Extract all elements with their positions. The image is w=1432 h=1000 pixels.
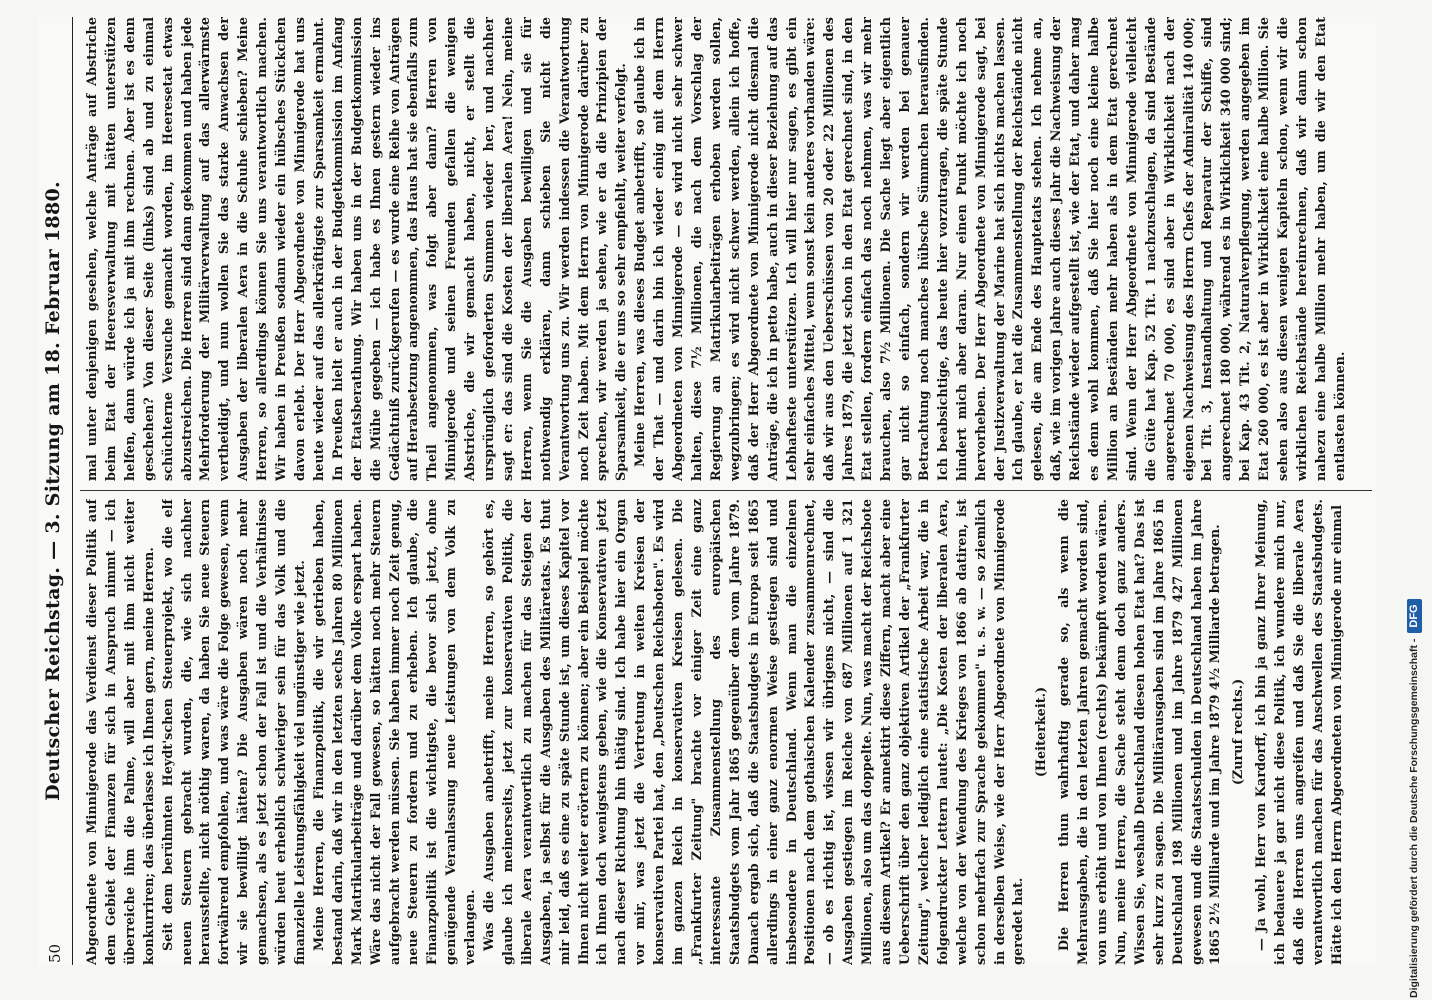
- paragraph: mal unter denjenigen gesehen, welche Anträge auf Abstriche beim Etat der Heeresverwaltung mit hätten unterstützen helfen, dann würde ich ja mit ihm rechnen. Aber ist es denn geschehen? Von dieser Seite (links) sind ab und zu einmal schüchterne Versuche gemacht worden, im Heeresetat etwas abzustreichen. Die Herren sind dann gekommen und haben jede Mehrforderung der Militärverwaltung auf das allerwärmste vertheidigt, und nun wollen Sie das starke Anwachsen der Ausgaben der liberalen Aera in die Schuhe schieben? Meine Herren, so allerdings können Sie uns verantwortlich machen. Wir haben in Preußen sodann wieder ein hübsches Stückchen davon erlebt. Der Herr Abgeordnete von Minnigerode hat uns heute wieder auf das allerkräftigste zur Sparsamkeit ermahnt. In Preußen hielt er auch in der Budgetkommission im Anfang der Etatsberathung. Wir haben uns in der Budgetkommission die Mühe gegeben — ich habe es Ihnen gestern wieder ins Gedächtniß zurückgerufen — es wurde eine Reihe von Anträgen auf Herabsetzung angenommen, das Haus hat sie ebenfalls zum Theil angenommen, was folgt aber dann? Herren von Minnigerode und seinen Freunden gefallen die wenigen Abstriche, die wir gemacht haben, nicht, er stellt die ursprünglich geforderten Summen wieder her, und nachher sagt er: das sind die Kosten der liberalen Aera! Nein, meine Herren, wenn Sie die Ausgaben bewilligen und sie für nothwendig erklären, dann schieben Sie nicht die Verantwortung uns zu. Wir werden indessen die Verantwortung noch Zeit haben. Mit dem Herrn von Minnigerode darüber zu sprechen, wir werden ja sehen, wie er da die Prinzipien der Sparsamkeit, die er uns so sehr empfiehlt, weiter verfolgt.: [85, 17, 630, 481]
- left-column: [84, 499, 1370, 965]
- running-head: Deutscher Reichstag. — 3. Sitzung am 18. Februar 1880.: [42, 181, 64, 801]
- dfg-logo: DFG: [1407, 599, 1422, 632]
- paragraph: Abgeordnete von Minnigerode das Verdienst dieser Politik auf dem Gebiet der Finanzen für sich in Anspruch nimmt — ich überreiche ihm die Palme, will aber mit ihm nicht weiter konkurriren; das überlasse ich Ihnen gern, meine Herren.: [85, 499, 157, 965]
- paragraph: Seit dem berühmten Heydt'schen Steuerprojekt, wo die elf neuen Steuern gebracht wurden, die, wie sich nachher herausstellte, nicht nöthig waren, da haben Sie neue Steuern fortwährend empfohlen, und was wäre die Folge gewesen, wenn wir sie bewilligt hätten? Die Ausgaben wären noch mehr gemachsen, als es jetzt schon der Fall ist und die Verhältnisse würden heut erheblich schwieriger sein für das Volk und die finanzielle Leistungsfähigkeit viel ungünstiger wie jetzt.: [160, 499, 308, 965]
- page-number: 50: [46, 943, 64, 963]
- paragraph: — Ja wohl, Herr von Kardorff, ich bin ja ganz Ihrer Meinung, ich bedauere ja gar nicht diese Politik, ich wundere mich nur, daß die Herren uns angreifen und daß Sie die liberale Aera verantwortlich machen für das Anschwellen des Staatsbudgets. Hätte ich den Herrn Abgeordneten von Minnigerode nur einmal: [1254, 499, 1345, 965]
- dfg-watermark: [1404, 8, 1424, 998]
- paragraph: Was die Ausgaben anbetrifft, meine Herren, so gehört es, glaube ich meinerseits, jetzt zur konservativen Politik, die liberale Aera verantwortlich zu machen für das Steigen der Ausgaben, ja selbst für die Ausgaben des Militäretats. Es thut mir leid, daß es eine zu späte Stunde ist, um dieses Kapitel vor Ihnen nicht weiter erörtern zu können; aber ein Beispiel möchte ich Ihnen doch wenigstens geben, wie die Konservativen jetzt nach dieser Richtung hin thätig sind. Ich habe hier ein Organ vor mir, was jetzt die Vertretung in weiten Kreisen der konservativen Partei hat, den „Deutschen Reichsboten". Es wird im ganzen Reich in konservativen Kreisen gelesen. Die „Frankfurter Zeitung" brachte vor einiger Zeit eine ganz interessante Zusammenstellung des europäischen Staatsbudgets vom Jahr 1865 gegenüber dem vom Jahre 1879. Danach ergab sich, daß die Staatsbudgets in Europa seit 1865 allerdings in einer ganz enormen Weise gestiegen sind und insbesondere in Deutschland. Wenn man die einzelnen Positionen nach dem gothaischen Kalender zusammenrechnet, — ob es richtig ist, wissen wir übrigens nicht, — sind die Ausgaben gestiegen im Reiche von 687 Millionen auf 1 321 Millionen, also um das doppelte. Nun, was macht der Reichsbote aus diesem Artikel? Er annektirt diese Ziffern, macht aber eine Ueberschrift über den ganz objektiven Artikel der „Frankfurter Zeitung", welcher lediglich eine statistische Arbeit war, die in folgendruckter Lettern lautet: „Die Kosten der liberalen Aera, welche von der Wendung des Krieges von 1866 ab datiren, ist schon mehrfach zur Sprache gekommen" u. s. w. — so ziemlich in derselben Weise, wie der Herr Abgeordnete von Minnigerode geredet hat.: [482, 499, 1027, 965]
- paragraph: (Heiterkeit.): [1034, 686, 1050, 778]
- paragraph: (Zuruf rechts.): [1231, 678, 1247, 786]
- scanned-page: [38, 17, 1376, 965]
- paragraph: Meine Herren, die Finanzpolitik, die wir getrieben haben, bestand darin, daß wir in den letzten sechs Jahren 80 Millionen Mark Matrikularbeiträge und darüber dem Volke erspart haben. Wäre das nicht der Fall gewesen, so hätten noch mehr Steuern aufgebracht werden müssen. Sie haben immer noch Zeit genug, neue Steuern zu fordern und zu erheben. Ich glaube, die Finanzpolitik ist die wichtigste, die bevor sich jetzt, ohne genügende Veranlassung neue Leistungen von dem Volk zu verlangen.: [311, 499, 479, 965]
- paragraph: Die Herren thun wahrhaftig gerade so, als wenn die Mehrausgaben, die in den letzten Jahren gemacht worden sind, von uns erhöht und von Ihnen (rechts) bekämpft worden wären. Nun, meine Herren, die Sache steht denn doch ganz anders. Wissen Sie, weshalb Deutschland diesen hohen Etat hat? Das ist sehr kurz zu sagen. Die Militärausgaben sind im Jahre 1865 in Deutschland 198 Millionen und im Jahre 1879 427 Millionen gewesen und die Staatsschulden in Deutschland haben im Jahre 1865 2½ Milliarde und im Jahre 1879 4½ Milliarde betragen.: [1057, 499, 1224, 965]
- page-header: [38, 17, 73, 965]
- column-divider: [80, 490, 1372, 491]
- watermark-text: Digitalisierung gefördert durch die Deutsche Forschungsgemeinschaft -: [1408, 638, 1420, 998]
- paragraph: Meine Herren, was dieses Budget anbetrifft, so glaube ich in der That — und darin bin ich wieder einig mit dem Herrn Abgeordneten von Minnigerode — es wird nicht sehr schwer halten, diese 7½ Millionen, die nach dem Vorschlag der Regierung an Matrikularbeiträgen erhoben werden sollen, wegzubringen; es wird nicht schwer werden, allein ich hoffe, daß der Herr Abgeordnete von Minnigerode nicht diesmal die Anträge, die ich in petto habe, auch in dieser Beziehung auf das Lebhafteste unterstützen. Ich will hier nur sagen, es gibt ein sehr einfaches Mittel, wenn sonst kein anderes vorhanden wäre: daß wir aus den Ueberschüssen von 20 oder 22 Millionen des Jahres 1879, die jetzt schon in den Etat gerechnet sind, in den Etat stellen, fordern einfach das noch nehmen, was wir mehr brauchen, also 7½ Millionen. Die Sache liegt aber eigentlich gar nicht so einfach, sondern wir werden bei genauer Betrachtung noch manches hübsche Sümmchen herausfinden. Ich beabsichtige, das heute hier vorzutragen, die späte Stunde hindert mich aber daran. Nur einen Punkt möchte ich noch hervorheben. Der Herr Abgeordnete von Minnigerode sagt, bei der Justizverwaltung der Marine hat sich nichts machen lassen. Ich glaube, er hat die Zusammenstellung der Reichstände nicht gelesen, die am Ende des Hauptetats stehen. Ich nehme an, daß, wie im vorigen Jahre auch dieses Jahr die Nachweisung der Reichstände wieder aufgestellt ist, wie der Etat, und daher mag es denn wohl kommen, daß Sie hier noch eine kleine halbe Million an Beständen mehr haben als in dem Etat gerechnet sind. Wenn der Herr Abgeordnete von Minnigerode vielleicht die Güte hat Kap. 52 Tit. 1 nachzuschlagen, da sind Bestände angerechnet 70 000, es sind aber in Wirklichkeit nach der eigenen Nachweisung des Herrn Chefs der Admiralität 140 000; bei Tit. 3, Instandhaltung und Reparatur der Schiffe, sind angerechnet 180 000, während es in Wirklichkeit 340 000 sind; bei Kap. 43 Tit. 2, Naturalverpflegung, werden angegeben im Etat 260 000, es ist aber in Wirklichkeit eine halbe Million. Sie sehen also aus diesen wenigen Kapiteln schon, wenn wir die wirklichen Reichstände hereinrechnen, daß wir dann schon nahezu eine halbe Million mehr haben, um die wir den Etat entlasten können.: [633, 17, 1348, 481]
- right-column: [84, 17, 1370, 481]
